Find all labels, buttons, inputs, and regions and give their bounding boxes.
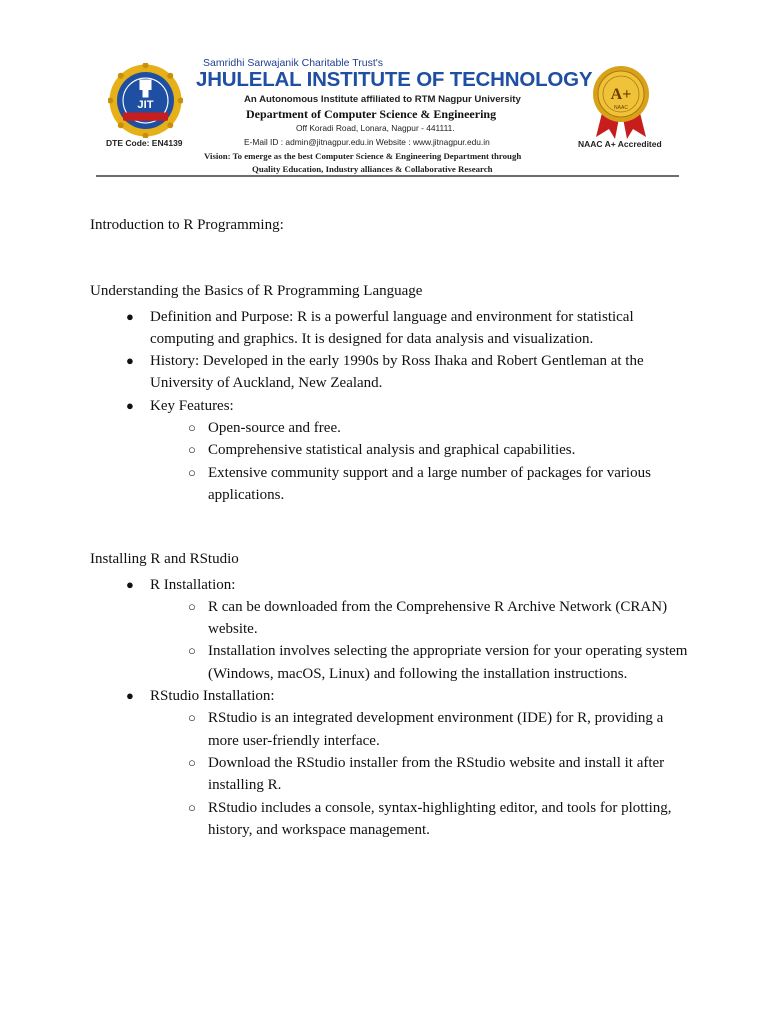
institute-name: JHULELAL INSTITUTE OF TECHNOLOGY xyxy=(196,68,593,91)
sub-list-item: ○ RStudio is an integrated development environment (IDE) for R, providing a more user-friendly interface. xyxy=(150,707,690,752)
sub-list-item: ○ Comprehensive statistical analysis and graphical capabilities. xyxy=(150,439,690,461)
hollow-bullet-icon: ○ xyxy=(188,643,196,659)
affiliation-line: An Autonomous Institute affiliated to RTM Nagpur University xyxy=(244,94,521,105)
vision-line-2: Quality Education, Industry alliances & Collaborative Research xyxy=(252,164,493,174)
bullet-icon: ● xyxy=(126,576,134,592)
contact-line: E-Mail ID : admin@jitnagpur.edu.in Website : www.jitnagpur.edu.in xyxy=(244,137,490,147)
trust-name: Samridhi Sarwajanik Charitable Trust's xyxy=(203,57,383,69)
hollow-bullet-icon: ○ xyxy=(188,710,196,726)
bullet-icon: ● xyxy=(126,397,134,413)
bullet-icon: ● xyxy=(126,308,134,324)
document-body xyxy=(90,214,690,841)
naac-accreditation: NAAC A+ Accredited xyxy=(578,139,662,149)
sub-list-item: ○ R can be downloaded from the Comprehensive R Archive Network (CRAN) website. xyxy=(150,596,690,641)
letterhead xyxy=(92,46,680,180)
bullet-icon: ● xyxy=(126,688,134,704)
department-name: Department of Computer Science & Engineering xyxy=(246,107,497,121)
hollow-bullet-icon: ○ xyxy=(188,464,196,480)
r-installation-sublist xyxy=(150,596,690,685)
sub-list-item: ○ Open-source and free. xyxy=(150,417,690,439)
hollow-bullet-icon: ○ xyxy=(188,799,196,815)
hollow-bullet-icon: ○ xyxy=(188,754,196,770)
list-item: ● History: Developed in the early 1990s by Ross Ihaka and Robert Gentleman at the University of Auckland, New Zealand. xyxy=(90,350,690,395)
seal-naac: NAAC xyxy=(614,105,628,111)
logo-text: JIT xyxy=(137,99,154,111)
sub-list-item: ○ RStudio includes a console, syntax-highlighting editor, and tools for plotting, history, and workspace management. xyxy=(150,797,690,842)
list-item: ● Definition and Purpose: R is a powerful language and environment for statistical computing and graphics. It is designed for data analysis and visualization. xyxy=(90,306,690,351)
vision-line-1: Vision: To emerge as the best Computer Science & Engineering Department through xyxy=(204,151,522,161)
installing-list xyxy=(90,574,690,842)
sub-list-item: ○ Installation involves selecting the appropriate version for your operating system (Windows, macOS, Linux) and following the installation instructions. xyxy=(150,640,690,685)
list-item: ● R Installation: ○ R can be downloaded from the Comprehensive R Archive Network (CRAN) website. ○ Installation involves selecting the appropriate version for your operating system (Windows, macOS, Linux) and following the installation instructions. xyxy=(90,574,690,685)
header-divider xyxy=(96,175,679,177)
basics-list xyxy=(90,306,690,507)
hollow-bullet-icon: ○ xyxy=(188,420,196,436)
key-features-sublist xyxy=(150,417,690,506)
bullet-icon: ● xyxy=(126,353,134,369)
address-line: Off Koradi Road, Lonara, Nagpur - 441111. xyxy=(296,123,455,133)
section-heading-installing: Installing R and RStudio xyxy=(90,551,239,568)
list-item: ● Key Features: ○ Open-source and free. ○ Comprehensive statistical analysis and graphical capabilities. ○ Extensive community support and a large number of packages for various applications. xyxy=(90,395,690,506)
hollow-bullet-icon: ○ xyxy=(188,598,196,614)
section-heading-basics: Understanding the Basics of R Programming Language xyxy=(90,283,423,300)
dte-code: DTE Code: EN4139 xyxy=(106,138,183,148)
jit-logo xyxy=(108,63,183,138)
sub-list-item: ○ Download the RStudio installer from the RStudio website and install it after installing R. xyxy=(150,752,690,797)
sub-list-item: ○ Extensive community support and a large number of packages for various applications. xyxy=(150,462,690,507)
page-title: Introduction to R Programming: xyxy=(90,217,284,233)
list-item: ● RStudio Installation: ○ RStudio is an integrated development environment (IDE) for R, providing a more user-friendly interface. ○ Download the RStudio installer from the RStudio website and install it after installing R. ○ RStudio includes a console, syntax-highlighting editor, and tools for plotting, history, and workspace management. xyxy=(90,685,690,841)
naac-seal-icon xyxy=(591,65,651,139)
rstudio-installation-sublist xyxy=(150,707,690,841)
seal-grade: A+ xyxy=(610,86,632,103)
hollow-bullet-icon: ○ xyxy=(188,442,196,458)
